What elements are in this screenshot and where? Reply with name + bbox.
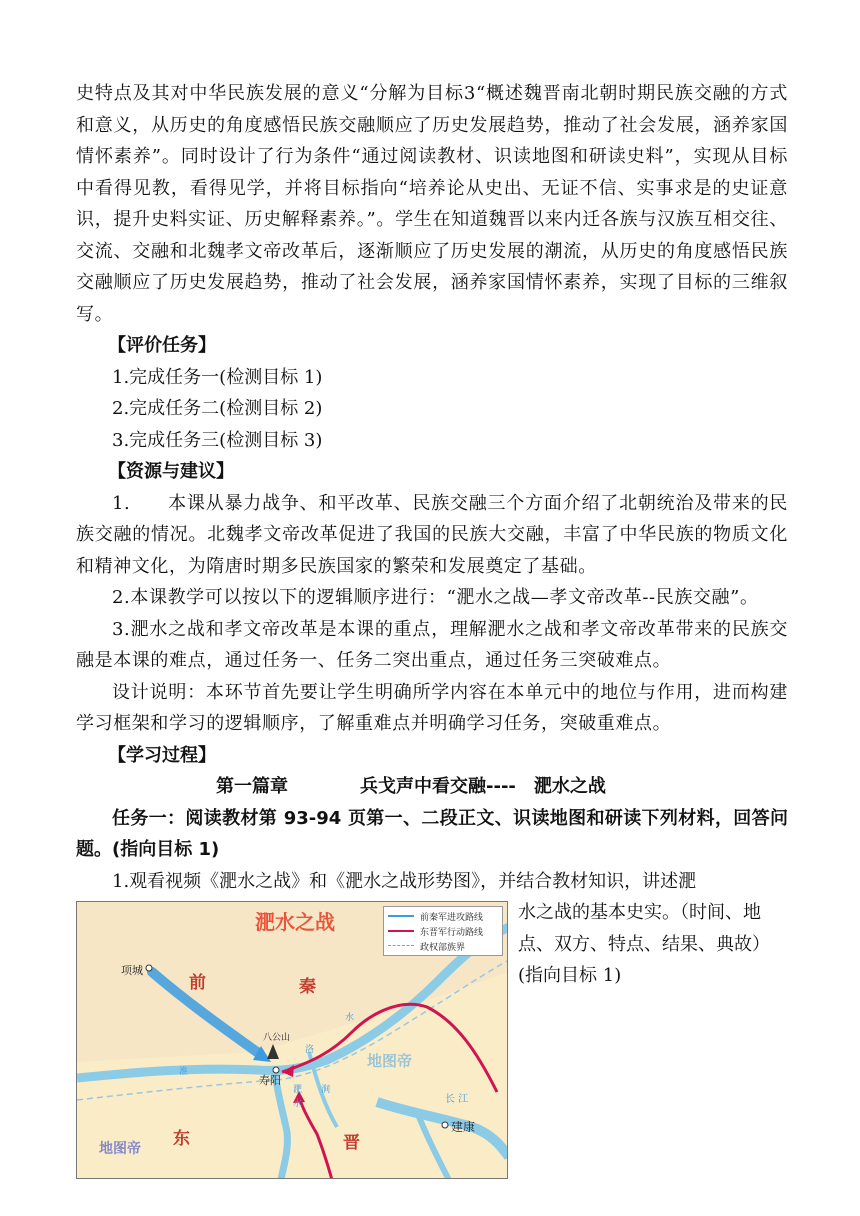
evaluation-heading: 【评价任务】 [108,335,216,356]
map-label-huai: 淮 [179,1067,189,1077]
map-label-luo: 洛 [305,1045,315,1055]
resources-paragraph-3: 3.淝水之战和孝文帝改革是本课的重点，理解淝水之战和孝文帝改革带来的民族交融是本课的难点，通过任务一、任务二突出重点，通过任务三突破难点。 [76,618,788,671]
map-label-jiankang: 建康 [451,1120,476,1134]
map-label-jian: 涧 [321,1085,331,1095]
map-label-qian: 前 [189,973,206,993]
map-row [76,897,788,1179]
map-label-ditu-1: 地图帝 [367,1052,413,1070]
resources-heading: 【资源与建议】 [108,461,234,482]
design-note-paragraph: 设计说明：本环节首先要让学生明确所学内容在本单元中的地位与作用，进而构建学习框架和学习的逻辑顺序，了解重难点并明确学习任务，突破重难点。 [76,681,788,734]
map-label-shouyang: 寿阳 [259,1074,281,1087]
evaluation-item-1: 1.完成任务一(检测目标 1) [112,366,323,388]
task-1-heading: 任务一：阅读教材第 93-94 页第一、二段正文、识读地图和研读下列材料，回答问题。(指向目标 1) [76,807,788,860]
resources-paragraph-1: 1. 本课从暴力战争、和平改革、民族交融三个方面介绍了北朝统治及带来的民族交融的情况。北魏孝文帝改革促进了我国的民族大交融，丰富了中华民族的物质文化和精神文化，为隋唐时期多民族国家的繁荣和发展奠定了基础。 [76,492,788,577]
map-title: 淝水之战 [255,910,335,934]
map-legend [383,906,503,956]
question-1-continued: 水之战的基本史实。（时间、地点、双方、特点、结果、典故）(指向目标 1) [518,902,770,986]
evaluation-item-2: 2.完成任务二(检测目标 2) [112,398,323,419]
legend-jin-label: 东晋军行动路线 [420,928,484,938]
map-label-shui-1: 水 [345,1013,355,1023]
map-label-jin: 晋 [343,1133,360,1153]
evaluation-item-3: 3.完成任务三(检测目标 3) [112,429,323,451]
map-label-bagongshan: 八公山 [263,1033,291,1043]
legend-qin-swatch [388,915,414,917]
map-label-xiangcheng: 项城 [121,964,143,977]
intro-paragraph: 史特点及其对中华民族发展的意义“分解为目标3“概述魏晋南北朝时期民族交融的方式和意义，从历史的角度感悟民族交融顺应了历史发展趋势，推动了社会发展，涵养家国情怀素养”。同时设计了行为条件“通过阅读教材、识读地图和研读史料”，实现从目标中看得见教，看得见学，并将目标指向“培养论从史出、无证不信、实事求是的史证意识，提升史料实证、历史解释素养。”。学生在知道魏晋以来内迁各族与汉族互相交往、交流、交融和北魏孝文帝改革后，逐渐顺应了历史发展的潮流，从历史的角度感悟民族交融顺应了历史发展趋势，推动了社会发展，涵养家国情怀素养，实现了目标的三维叙写。 [76,83,788,325]
feishui-battle-map [76,901,508,1179]
question-1-line: 1.观看视频《淝水之战》和《淝水之战形势图》，并结合教材知识，讲述淝 [112,870,697,892]
resources-paragraph-2: 2.本课教学可以按以下的逻辑顺序进行：“淝水之战—孝文帝改革--民族交融”。 [112,587,759,608]
map-label-changjiang: 长 江 [445,1094,469,1105]
map-label-qin: 秦 [299,977,316,997]
map-label-shui-2: 水 [293,1099,303,1109]
process-heading: 【学习过程】 [108,744,216,766]
legend-jin-swatch [388,930,414,932]
map-label-ditu-2: 地图帝 [99,1141,141,1157]
map-label-feishui: 淝 [293,1085,303,1095]
document-page [76,78,788,1179]
legend-border-label: 政权部族界 [420,943,466,953]
legend-qin-label: 前秦军进攻路线 [420,913,484,923]
map-label-dong: 东 [173,1129,190,1149]
chapter-title: 第一篇章 兵戈声中看交融---- 淝水之战 [216,776,606,797]
legend-border-swatch [388,945,414,946]
